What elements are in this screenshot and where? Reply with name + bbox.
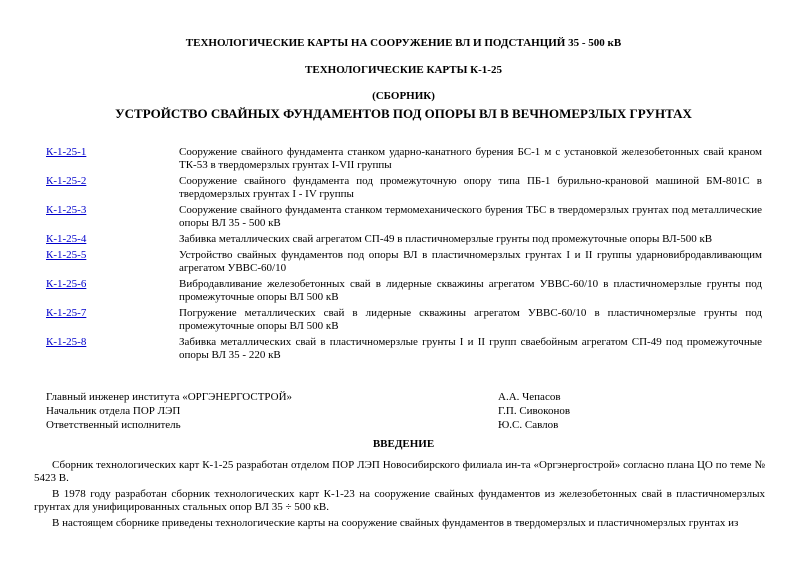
signatures-block	[46, 390, 762, 432]
toc-link-k-1-25-7[interactable]: К-1-25-7	[46, 307, 87, 319]
signature-name: Г.П. Сивоконов	[498, 405, 571, 417]
document-title: УСТРОЙСТВО СВАЙНЫХ ФУНДАМЕНТОВ ПОД ОПОРЫ ВЛ В ВЕЧНОМЕРЗЛЫХ ГРУНТАХ	[115, 106, 692, 121]
toc-row	[46, 307, 762, 333]
table-of-contents	[46, 146, 762, 365]
toc-description: Погружение металлических свай в лидерные скважины агрегатом УВВС-60/10 в пластичномерзлые грунты под промежуточные опоры ВЛ 500 кВ	[179, 307, 762, 332]
toc-row	[46, 175, 762, 201]
signature-row	[46, 390, 762, 404]
signature-name: Ю.С. Савлов	[498, 419, 559, 431]
intro-paragraph: В настоящем сборнике приведены технологические карты на сооружение свайных фундаментов в твердомерзлых и пластичномерзлых грунтах из	[52, 517, 739, 529]
toc-link-k-1-25-2[interactable]: К-1-25-2	[46, 175, 87, 187]
signature-row	[46, 404, 762, 418]
toc-description: Сооружение свайного фундамента под промежуточную опору типа ПБ-1 бурильно-крановой машиной БМ-801С в твердомерзлых грунтах I - IV группы	[179, 175, 762, 200]
toc-row	[46, 146, 762, 172]
signature-name: А.А. Чепасов	[498, 391, 561, 403]
toc-row	[46, 204, 762, 230]
toc-link-k-1-25-1[interactable]: К-1-25-1	[46, 146, 87, 158]
toc-link-k-1-25-6[interactable]: К-1-25-6	[46, 278, 87, 290]
signature-row	[46, 418, 762, 432]
toc-row	[46, 278, 762, 304]
intro-paragraph: Сборник технологических карт К-1-25 разработан отделом ПОР ЛЭП Новосибирского филиала ин-та «Оргэнергострой» согласно плана ЦО по теме № 5423 В.	[34, 459, 765, 484]
toc-link-k-1-25-3[interactable]: К-1-25-3	[46, 204, 87, 216]
signature-role: Ответственный исполнитель	[46, 419, 181, 431]
toc-description: Вибродавливание железобетонных свай в лидерные скважины агрегатом УВВС-60/10 в пластичномерзлые грунты под промежуточные опоры ВЛ 500 кВ	[179, 278, 762, 303]
toc-description: Сооружение свайного фундамента станком термомеханического бурения ТБС в твердомерзлых грунтах под металлические опоры ВЛ 35 - 500 кВ	[179, 204, 762, 229]
toc-description: Забивка металлических свай в пластичномерзлые грунты I и II групп сваебойным агрегатом СП-49 под промежуточные опоры ВЛ 35 - 220 кВ	[179, 336, 762, 361]
toc-row	[46, 233, 762, 246]
intro-heading: ВВЕДЕНИЕ	[372, 438, 435, 450]
signature-role: Начальник отдела ПОР ЛЭП	[46, 405, 181, 417]
toc-link-k-1-25-8[interactable]: К-1-25-8	[46, 336, 87, 348]
toc-row	[46, 336, 762, 362]
toc-description: Сооружение свайного фундамента станком ударно-канатного бурения БС-1 м с установкой железобетонных свай краном ТК-53 в твердомерзлых грунтах I-VII группы	[179, 146, 762, 171]
collection-label: (СБОРНИК)	[372, 90, 435, 102]
cards-series-title: ТЕХНОЛОГИЧЕСКИЕ КАРТЫ К-1-25	[305, 64, 502, 76]
signature-role: Главный инженер института «ОРГЭНЕРГОСТРОЙ»	[46, 391, 293, 403]
toc-row	[46, 249, 762, 275]
toc-description: Устройство свайных фундаментов под опоры ВЛ в пластичномерзлых грунтах I и II группы ударновибродавливающим агрегатом УВВС-60/10	[179, 249, 762, 274]
intro-paragraph: В 1978 году разработан сборник технологических карт К-1-23 на сооружение свайных фундаментов из железобетонных свай в пластичномерзлых грунтах для унифицированных стальных опор ВЛ 35 ÷ 500 кВ.	[34, 488, 765, 513]
toc-link-k-1-25-5[interactable]: К-1-25-5	[46, 249, 87, 261]
toc-description: Забивка металлических свай агрегатом СП-49 в пластичномерзлые грунты под промежуточные опоры ВЛ-500 кВ	[179, 233, 713, 245]
intro-text	[34, 459, 765, 533]
collection-title: ТЕХНОЛОГИЧЕСКИЕ КАРТЫ НА СООРУЖЕНИЕ ВЛ И ПОДСТАНЦИЙ 35 - 500 кВ	[185, 37, 622, 49]
toc-link-k-1-25-4[interactable]: К-1-25-4	[46, 233, 87, 245]
